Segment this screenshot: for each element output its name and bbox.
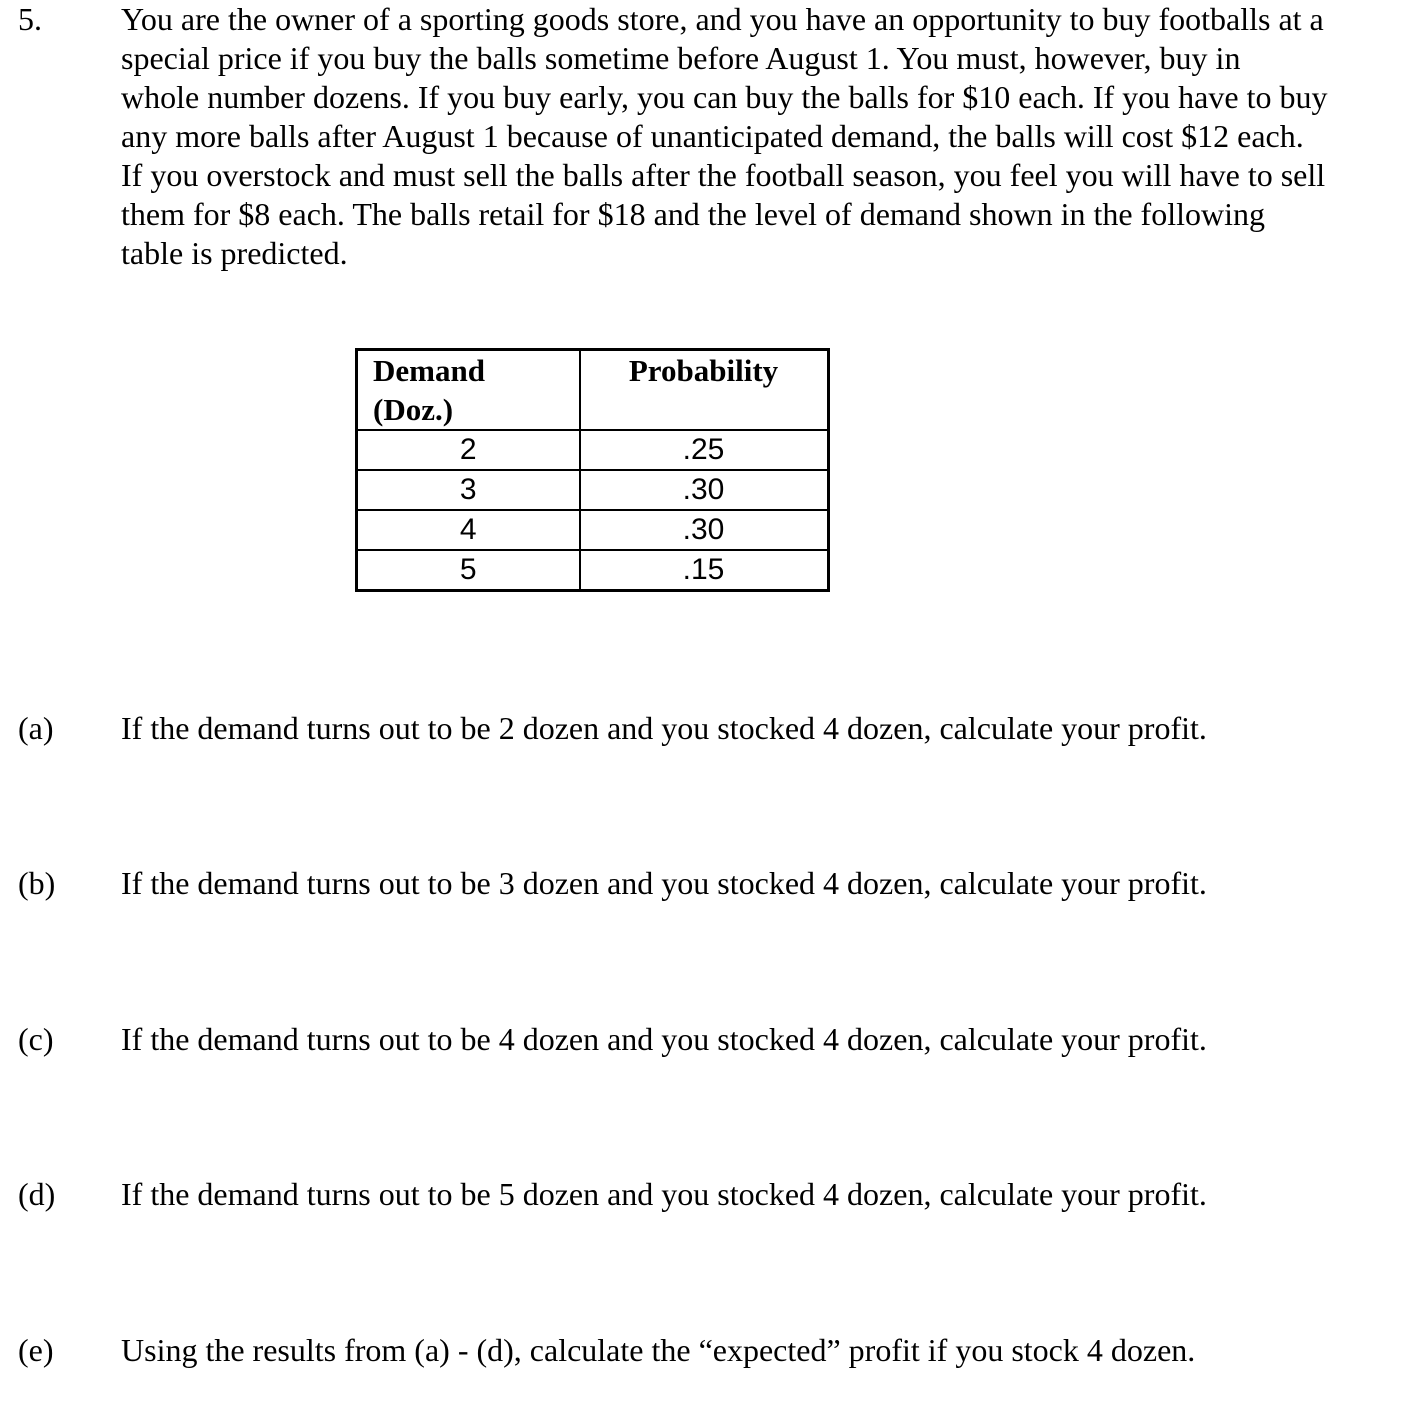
question-label: (c) <box>18 1021 54 1057</box>
question-text: If the demand turns out to be 5 dozen and you stocked 4 dozen, calculate your profit. <box>121 1176 1207 1212</box>
question-text: Using the results from (a) - (d), calculate the “expected” profit if you stock 4 dozen. <box>121 1332 1196 1368</box>
demand-header-line2: (Doz.) <box>373 392 454 427</box>
table-row <box>357 510 829 550</box>
probability-cell: .30 <box>580 470 829 510</box>
question-text: If the demand turns out to be 4 dozen and you stocked 4 dozen, calculate your profit. <box>121 1021 1207 1057</box>
question-label: (b) <box>18 865 56 901</box>
demand-column-header <box>357 350 580 431</box>
probability-cell: .30 <box>580 510 829 550</box>
demand-header-line1: Demand <box>373 353 485 388</box>
demand-cell: 4 <box>357 510 580 550</box>
table-row <box>357 430 829 470</box>
demand-cell: 3 <box>357 470 580 510</box>
problem-statement: You are the owner of a sporting goods store, and you have an opportunity to buy footballs at a special price if you buy the balls sometime before August 1. You must, however, buy in whole number dozens. If you buy early, you can buy the balls for $10 each. If you have to buy any more balls after August 1 because of unanticipated demand, the balls will cost $12 each. If you overstock and must sell the balls after the football season, you feel you will have to sell them for $8 each. The balls retail for $18 and the level of demand shown in the following table is predicted. <box>121 1 1328 271</box>
probability-cell: .25 <box>580 430 829 470</box>
problem-number: 5. <box>18 1 42 37</box>
question-label: (a) <box>18 710 54 746</box>
question-text: If the demand turns out to be 3 dozen and you stocked 4 dozen, calculate your profit. <box>121 865 1207 901</box>
demand-cell: 5 <box>357 550 580 591</box>
probability-column-header: Probability <box>580 350 829 431</box>
demand-probability-table <box>355 348 830 592</box>
question-label: (e) <box>18 1332 54 1368</box>
question-label: (d) <box>18 1176 56 1212</box>
table-row <box>357 470 829 510</box>
table-header-row <box>357 350 829 431</box>
table-row <box>357 550 829 591</box>
demand-cell: 2 <box>357 430 580 470</box>
question-text: If the demand turns out to be 2 dozen and you stocked 4 dozen, calculate your profit. <box>121 710 1207 746</box>
probability-cell: .15 <box>580 550 829 591</box>
